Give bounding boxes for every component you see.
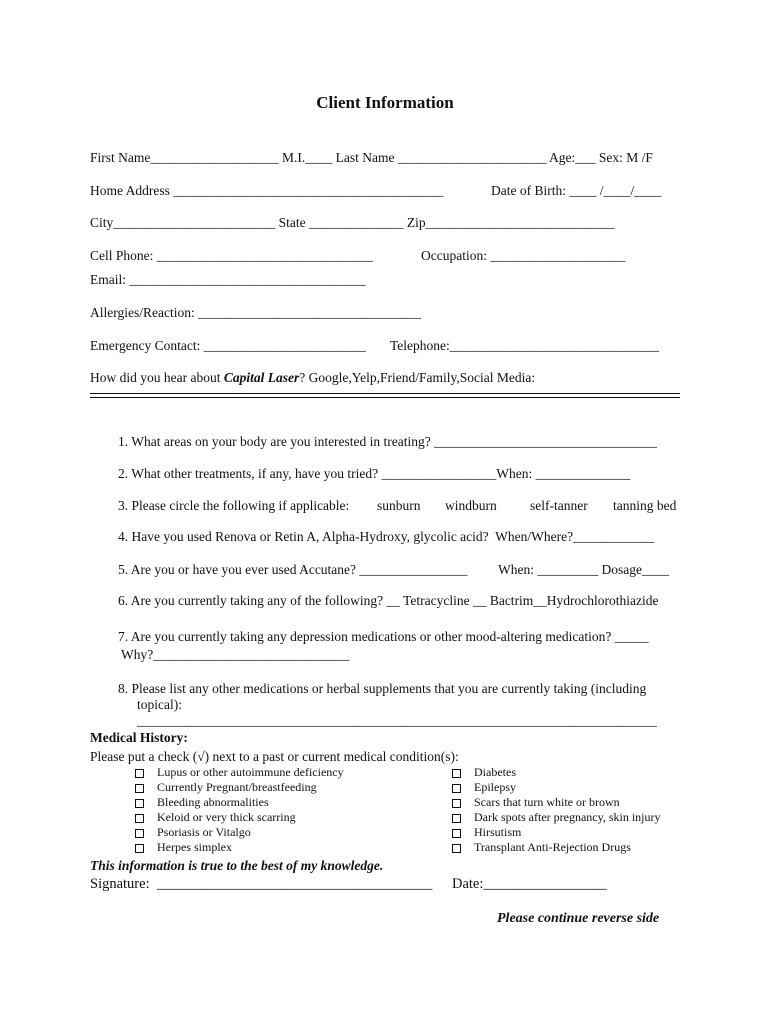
question-5[interactable]: 5. Are you or have you ever used Accutane? ________________ <box>118 562 468 577</box>
email-field[interactable]: Email: ___________________________________ <box>90 272 366 287</box>
checkbox-lupus[interactable] <box>135 769 144 778</box>
condition-label: Lupus or other autoimmune deficiency <box>157 765 344 779</box>
option-sunburn[interactable]: sunburn <box>377 498 421 513</box>
question-6[interactable]: 6. Are you currently taking any of the following? __ Tetracycline __ Bactrim__Hydrochlorothiazide <box>118 593 659 608</box>
name-row[interactable]: First Name___________________ M.I.____ Last Name ______________________ Age:___ Sex: M /F <box>90 150 653 165</box>
question-7[interactable]: 7. Are you currently taking any depression medications or other mood-altering medication? _____ <box>118 629 649 644</box>
checkbox-scars[interactable] <box>452 799 461 808</box>
checkbox-bleeding[interactable] <box>135 799 144 808</box>
question-3-label: 3. Please circle the following if applicable: <box>118 498 350 513</box>
home-address-field[interactable]: Home Address ________________________________________ <box>90 183 444 198</box>
cell-phone-field[interactable]: Cell Phone: ________________________________ <box>90 248 373 263</box>
checkbox-diabetes[interactable] <box>452 769 461 778</box>
emergency-contact-field[interactable]: Emergency Contact: ________________________ <box>90 338 366 353</box>
allergies-field[interactable]: Allergies/Reaction: _________________________________ <box>90 305 421 320</box>
brand-name: Capital Laser <box>223 370 300 385</box>
checkbox-herpes[interactable] <box>135 844 144 853</box>
medical-history-heading: Medical History: <box>90 730 188 745</box>
date-of-birth-field[interactable]: Date of Birth: ____ /____/____ <box>491 183 662 198</box>
condition-label: Diabetes <box>474 765 516 779</box>
condition-label: Transplant Anti-Rejection Drugs <box>474 840 631 854</box>
city-state-zip-row[interactable]: City________________________ State ______________ Zip____________________________ <box>90 215 615 230</box>
question-8: 8. Please list any other medications or herbal supplements that you are currently taking (including <box>118 681 647 696</box>
checkbox-dark-spots[interactable] <box>452 814 461 823</box>
option-self-tanner[interactable]: self-tanner <box>530 498 588 513</box>
question-5-when-dosage[interactable]: When: _________ Dosage____ <box>498 562 669 577</box>
condition-label: Currently Pregnant/breastfeeding <box>157 780 317 794</box>
option-windburn[interactable]: windburn <box>445 498 497 513</box>
checkbox-pregnant[interactable] <box>135 784 144 793</box>
condition-label: Dark spots after pregnancy, skin injury <box>474 810 661 824</box>
medical-history-instruction: Please put a check (√) next to a past or current medical condition(s): <box>90 749 459 764</box>
referral-prefix: How did you hear about <box>90 370 224 385</box>
option-tanning-bed[interactable]: tanning bed <box>613 498 677 513</box>
occupation-field[interactable]: Occupation: ____________________ <box>421 248 626 263</box>
referral-question <box>90 370 535 386</box>
condition-label: Bleeding abnormalities <box>157 795 269 809</box>
referral-answer-line-2[interactable] <box>90 397 680 398</box>
continue-note: Please continue reverse side <box>497 911 660 926</box>
condition-label: Scars that turn white or brown <box>474 795 620 809</box>
condition-label: Epilepsy <box>474 780 516 794</box>
checkbox-hirsutism[interactable] <box>452 829 461 838</box>
telephone-field[interactable]: Telephone:_______________________________ <box>390 338 660 353</box>
condition-label: Hirsutism <box>474 825 522 839</box>
question-8-continued: topical): <box>137 697 182 712</box>
condition-label: Keloid or very thick scarring <box>157 810 296 824</box>
date-field[interactable]: Date:_________________ <box>452 876 607 892</box>
condition-label: Psoriasis or Vitalgo <box>157 825 251 839</box>
checkbox-psoriasis[interactable] <box>135 829 144 838</box>
attestation-statement: This information is true to the best of my knowledge. <box>90 858 384 873</box>
question-2[interactable]: 2. What other treatments, if any, have you tried? _________________When: ______________ <box>118 466 631 481</box>
checkbox-keloid[interactable] <box>135 814 144 823</box>
checkbox-epilepsy[interactable] <box>452 784 461 793</box>
referral-answer-line[interactable] <box>90 393 680 394</box>
question-4[interactable]: 4. Have you used Renova or Retin A, Alpha-Hydroxy, glycolic acid? When/Where?____________ <box>118 529 655 544</box>
page-title: Client Information <box>316 93 454 112</box>
condition-label: Herpes simplex <box>157 840 232 854</box>
signature-field[interactable]: Signature: ______________________________________ <box>90 876 433 892</box>
referral-suffix: ? Google,Yelp,Friend/Family,Social Media: <box>299 370 536 385</box>
question-7-why[interactable]: Why?_____________________________ <box>121 647 349 662</box>
question-1[interactable]: 1. What areas on your body are you interested in treating? _________________________________ <box>118 434 657 449</box>
question-8-answer-line[interactable]: _____________________________________________________________________________ <box>137 713 657 728</box>
checkbox-transplant[interactable] <box>452 844 461 853</box>
